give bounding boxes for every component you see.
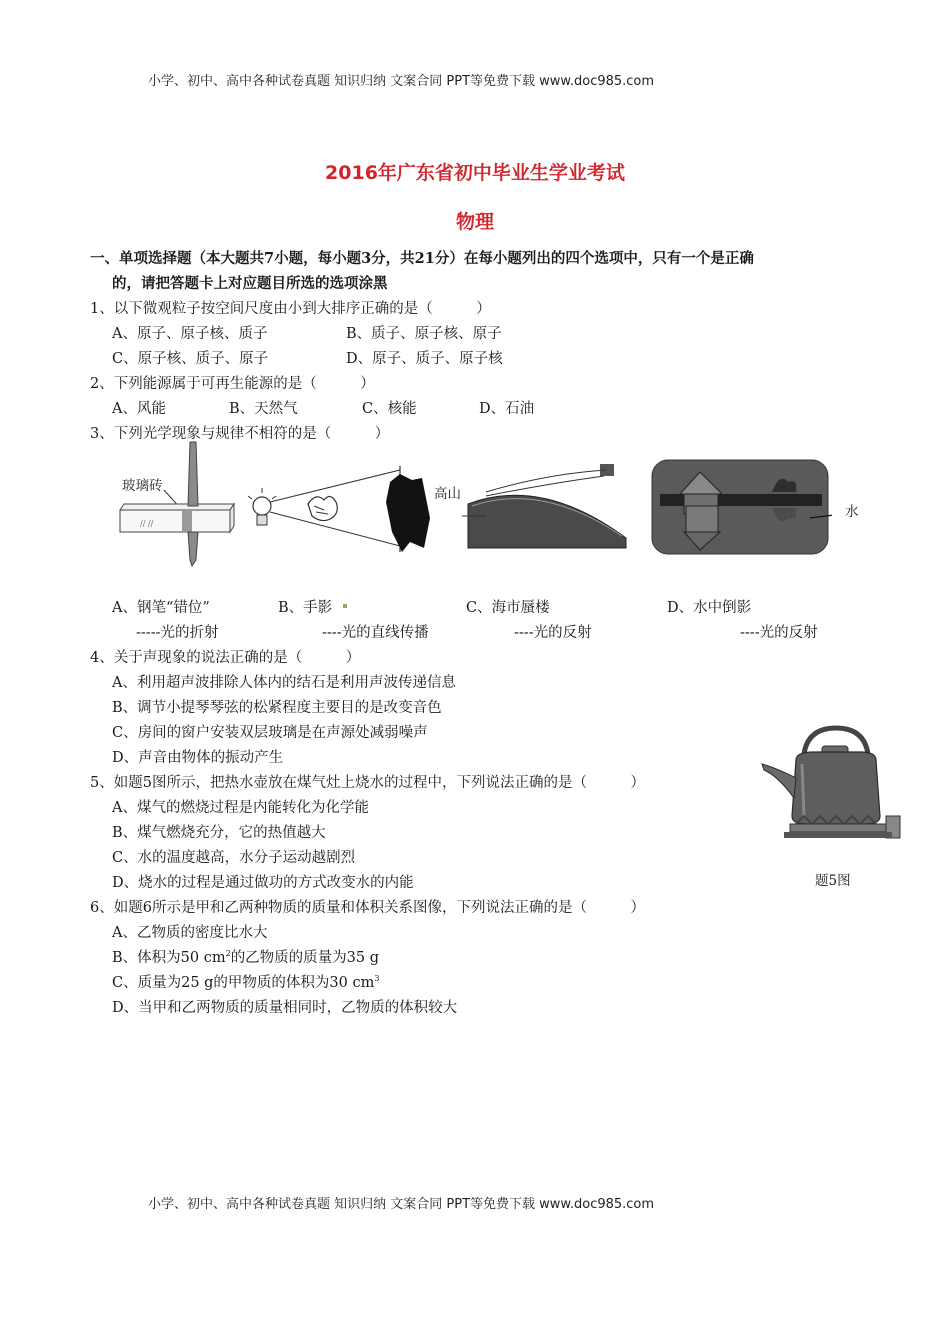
q3-option-b: B、手影: [278, 600, 333, 616]
fig-label-glass-brick: 玻璃砖: [122, 478, 163, 494]
figure-hand-shadow: [240, 460, 436, 572]
exam-subject: 物理: [455, 211, 494, 233]
section-heading-line1: 一、单项选择题（本大题共7小题，每小题3分，共21分）在每小题列出的四个选项中，只有一个是正确: [90, 250, 754, 267]
q6-option-b-pre: B、体积为50 cm: [112, 950, 226, 966]
q6-option-b-post: 的乙物质的质量为35 g: [230, 950, 380, 966]
q1-option-a: A、原子、原子核、质子: [112, 326, 268, 342]
q3-option-a-law: -----光的折射: [136, 625, 219, 641]
q2-option-c: C、核能: [362, 401, 417, 417]
q3-option-c: C、海市蜃楼: [466, 600, 550, 616]
exam-title: 2016年广东省初中毕业生学业考试: [325, 162, 625, 184]
q2-option-b: B、天然气: [229, 401, 298, 417]
q6-option-b-sup: 2: [225, 949, 231, 959]
q4-option-a: A、利用超声波排除人体内的结石是利用声波传递信息: [112, 675, 456, 691]
q3-stem: 3、下列光学现象与规律不相符的是（ ）: [90, 426, 390, 442]
q5-option-c: C、水的温度越高，水分子运动越剧烈: [112, 850, 356, 866]
q6-option-c: [112, 971, 379, 992]
q2-stem: 2、下列能源属于可再生能源的是（ ）: [90, 376, 375, 392]
svg-text:// //: // //: [140, 519, 154, 528]
page-footer: 小学、初中、高中各种试卷真题 知识归纳 文案合同 PPT等免费下载 www.doc985.com: [148, 1197, 655, 1212]
q5-stem: 5、如题5图所示，把热水壶放在煤气灶上烧水的过程中，下列说法正确的是（ ）: [90, 775, 645, 791]
q4-option-b: B、调节小提琴琴弦的松紧程度主要目的是改变音色: [112, 700, 442, 716]
q3-option-d-law: ----光的反射: [740, 625, 818, 641]
figure-mirage: [462, 456, 634, 556]
fig5-caption: 题5图: [815, 873, 851, 889]
q5-option-a: A、煤气的燃烧过程是内能转化为化学能: [112, 800, 369, 816]
q6-option-c-pre: C、质量为25 g的甲物质的体积为30 cm: [112, 975, 375, 991]
q3-option-d: D、水中倒影: [667, 600, 752, 616]
q1-stem: 1、以下微观粒子按空间尺度由小到大排序正确的是（ ）: [90, 301, 491, 317]
q3-option-b-law: ----光的直线传播: [322, 625, 429, 641]
q1-option-b: B、质子、原子核、原子: [346, 326, 502, 342]
q4-option-c: C、房间的窗户安装双层玻璃是在声源处减弱噪声: [112, 725, 428, 741]
page-header: 小学、初中、高中各种试卷真题 知识归纳 文案合同 PPT等免费下载 www.doc985.com: [148, 74, 655, 89]
q2-option-a: A、风能: [112, 401, 166, 417]
q5-option-d: D、烧水的过程是通过做功的方式改变水的内能: [112, 875, 414, 891]
q6-stem: 6、如题6所示是甲和乙两种物质的质量和体积关系图像，下列说法正确的是（ ）: [90, 900, 645, 916]
q6-option-b: [112, 946, 379, 967]
q1-option-c: C、原子核、质子、原子: [112, 351, 269, 367]
section-heading-line2: 的，请把答题卡上对应题目所选的选项涂黑: [112, 275, 388, 292]
q2-option-d: D、石油: [479, 401, 535, 417]
figure-pen-glass: [112, 440, 240, 570]
q3-option-c-law: ----光的反射: [514, 625, 592, 641]
q6-option-a: A、乙物质的密度比水大: [112, 925, 268, 941]
fig-label-water: 水: [845, 504, 859, 520]
q1-option-d: D、原子、质子、原子核: [346, 351, 503, 367]
q4-option-d: D、声音由物体的振动产生: [112, 750, 284, 766]
q3-option-a: A、钢笔“错位”: [112, 600, 210, 616]
q6-option-d: D、当甲和乙两物质的质量相同时，乙物质的体积较大: [112, 1000, 458, 1016]
q5-option-b: B、煤气燃烧充分，它的热值越大: [112, 825, 326, 841]
figure-water-reflection: [650, 458, 832, 558]
q6-option-c-sup: 3: [374, 974, 380, 984]
fig-label-mountain: 高山: [434, 486, 461, 502]
figure-kettle: [756, 724, 908, 848]
q4-stem: 4、关于声现象的说法正确的是（ ）: [90, 650, 361, 666]
stray-dot: [343, 604, 347, 608]
